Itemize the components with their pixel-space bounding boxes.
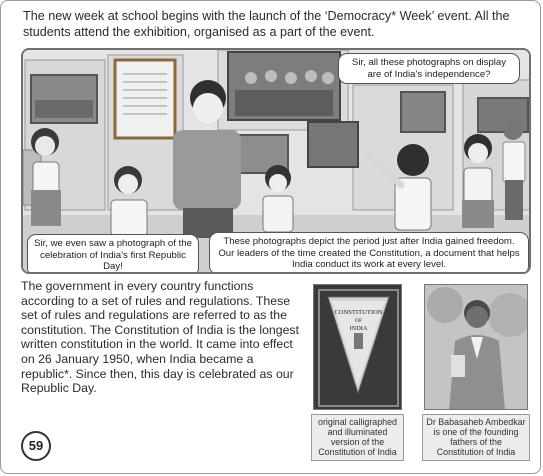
book-title-line2: OF xyxy=(354,318,363,324)
intro-paragraph: The new week at school begins with the launch of the ‘Democracy* Week’ event. All the students attend the exhibition, organised as a part of the event. xyxy=(23,9,510,39)
speech-bubble-republic-day: Sir, we even saw a photograph of the celebration of India’s first Republic Day! xyxy=(27,234,199,274)
ambedkar-photo xyxy=(424,284,528,410)
book-title-line1: CONSTITUTION xyxy=(334,309,383,316)
book-title-line3: INDIA xyxy=(349,325,368,332)
page-number: 59 xyxy=(21,431,51,461)
constitution-book-image xyxy=(313,284,402,410)
constitution-caption: original calligraphed and illuminated version of the Constitution of India xyxy=(311,414,404,461)
body-paragraph: The government in every country functions according to a set of rules and regulations. These set of rules and regulations are referred to as the constitution. The Constitution of India is the longest written constitution in the world. It came into effect on 26 January 1950, when India became a republic*. Since then, this day is celebrated as our Republic Day. xyxy=(21,279,299,396)
speech-bubble-teacher: These photographs depict the period just after India gained freedom. Our leaders of the time created the Constitution, a document that helps India conduct its work at every level. xyxy=(209,232,529,274)
exhibition-illustration xyxy=(21,48,531,274)
ambedkar-caption: Dr Babasaheb Ambedkar is one of the founding fathers of the Constitution of India xyxy=(422,414,530,461)
speech-bubble-student-question: Sir, all these photographs on display are of India’s independence? xyxy=(338,53,520,84)
